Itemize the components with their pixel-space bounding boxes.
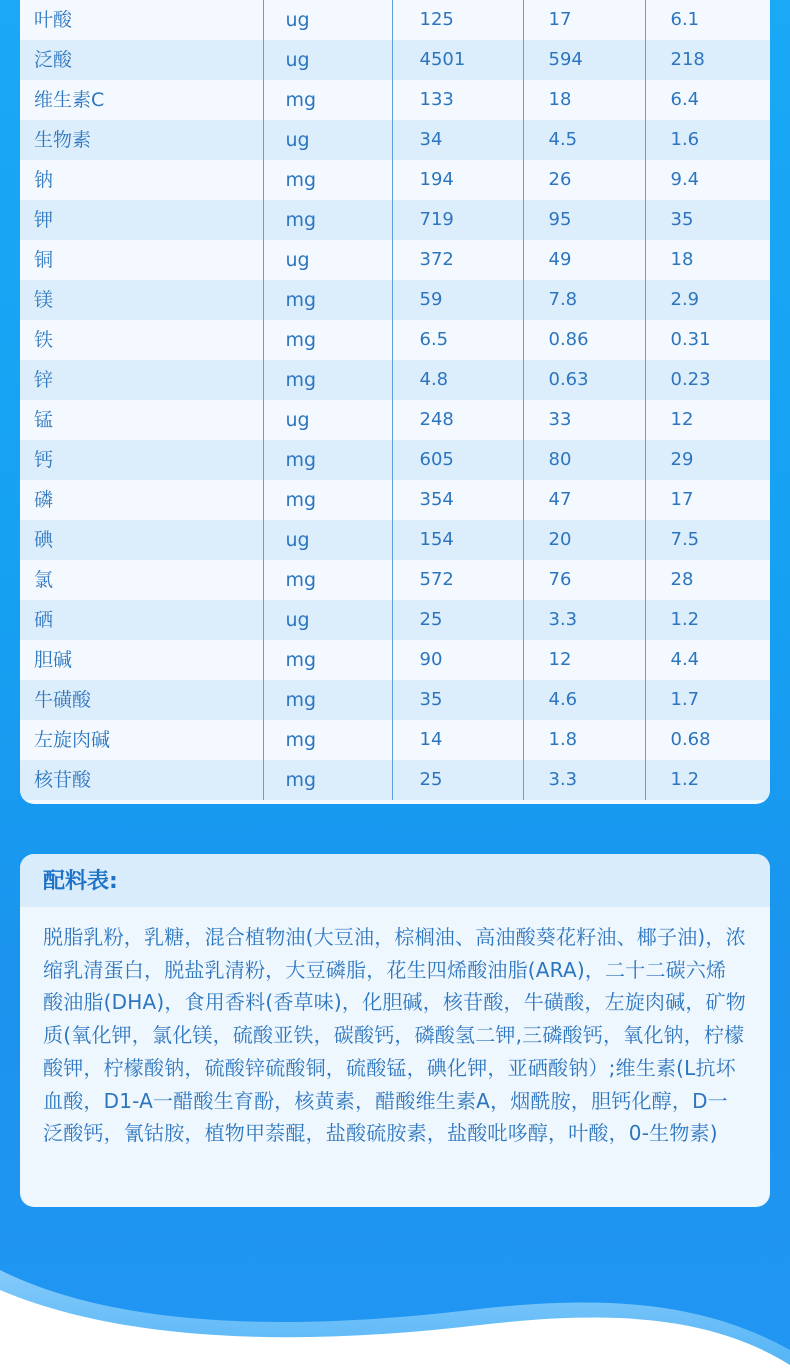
- unit-cell: mg: [263, 200, 392, 240]
- value-2-cell: 20: [523, 520, 645, 560]
- unit-cell: mg: [263, 480, 392, 520]
- table-row: [20, 0, 770, 40]
- value-2-cell: 3.3: [523, 760, 645, 800]
- value-2-cell: 26: [523, 160, 645, 200]
- value-per-100g-cell: 25: [392, 600, 523, 640]
- value-per-100g-cell: 133: [392, 80, 523, 120]
- value-3-cell: 35: [645, 200, 770, 240]
- table-row: [20, 640, 770, 680]
- value-2-cell: 0.63: [523, 360, 645, 400]
- value-per-100g-cell: 4.8: [392, 360, 523, 400]
- nutrient-name-cell: 铜: [34, 249, 54, 271]
- nutrient-name-cell: 维生素C: [34, 89, 105, 111]
- value-2-cell: 47: [523, 480, 645, 520]
- value-per-100g-cell: 605: [392, 440, 523, 480]
- value-2-cell: 33: [523, 400, 645, 440]
- nutrient-name-cell: 锰: [34, 409, 54, 431]
- value-per-100g-cell: 6.5: [392, 320, 523, 360]
- value-per-100g-cell: 354: [392, 480, 523, 520]
- nutrient-name-cell: 碘: [34, 529, 54, 551]
- value-2-cell: 12: [523, 640, 645, 680]
- value-3-cell: 6.4: [645, 80, 770, 120]
- value-per-100g-cell: 34: [392, 120, 523, 160]
- ingredients-title: 配料表:: [20, 854, 770, 907]
- nutrient-name-cell: 氯: [34, 569, 54, 591]
- value-2-cell: 95: [523, 200, 645, 240]
- nutrient-name-cell: 锌: [34, 369, 54, 391]
- table-row: [20, 120, 770, 160]
- unit-cell: ug: [263, 120, 392, 160]
- table-row: [20, 440, 770, 480]
- value-2-cell: 18: [523, 80, 645, 120]
- table-row: [20, 720, 770, 760]
- value-3-cell: 18: [645, 240, 770, 280]
- value-3-cell: 1.2: [645, 760, 770, 800]
- value-3-cell: 0.31: [645, 320, 770, 360]
- unit-cell: mg: [263, 280, 392, 320]
- value-2-cell: 7.8: [523, 280, 645, 320]
- nutrient-name-cell: 泛酸: [34, 49, 73, 71]
- value-2-cell: 4.6: [523, 680, 645, 720]
- unit-cell: mg: [263, 160, 392, 200]
- value-3-cell: 2.9: [645, 280, 770, 320]
- value-2-cell: 3.3: [523, 600, 645, 640]
- table-row: [20, 520, 770, 560]
- unit-cell: ug: [263, 40, 392, 80]
- nutrient-name-cell: 钙: [34, 449, 54, 471]
- value-3-cell: 29: [645, 440, 770, 480]
- nutrient-name-cell: 牛磺酸: [34, 689, 92, 711]
- value-per-100g-cell: 154: [392, 520, 523, 560]
- value-per-100g-cell: 4501: [392, 40, 523, 80]
- ingredients-text: 脱脂乳粉，乳糖，混合植物油(大豆油，棕榈油、高油酸葵花籽油、椰子油)，浓缩乳清蛋白，脱盐乳清粉，大豆磷脂，花生四烯酸油脂(ARA)，二十二碳六烯酸油脂(DHA)，食用香料(香草味)，化胆碱，核苷酸，牛磺酸，左旋肉碱，矿物质(氧化钾，氯化镁，硫酸亚铁，碳酸钙，磷酸氢二钾,三磷酸钙，氧化钠，柠檬酸钾，柠檬酸钠，硫酸锌硫酸铜，硫酸锰，碘化钾，亚硒酸钠）;维生素(L抗坏血酸，D1-A一醋酸生育酚，核黄素，醋酸维生素A，烟酰胺，胆钙化醇，D一泛酸钙，氰钴胺，植物甲萘醌，盐酸硫胺素，盐酸吡哆醇，叶酸，0-生物素): [43, 925, 746, 1146]
- unit-cell: ug: [263, 0, 392, 40]
- nutrient-name-cell: 左旋肉碱: [34, 729, 111, 751]
- value-2-cell: 0.86: [523, 320, 645, 360]
- value-per-100g-cell: 248: [392, 400, 523, 440]
- nutrient-name-cell: 核苷酸: [34, 769, 92, 791]
- value-per-100g-cell: 194: [392, 160, 523, 200]
- value-per-100g-cell: 719: [392, 200, 523, 240]
- unit-cell: mg: [263, 320, 392, 360]
- value-per-100g-cell: 372: [392, 240, 523, 280]
- value-3-cell: 1.2: [645, 600, 770, 640]
- unit-cell: mg: [263, 720, 392, 760]
- unit-cell: mg: [263, 560, 392, 600]
- value-2-cell: 4.5: [523, 120, 645, 160]
- unit-cell: mg: [263, 640, 392, 680]
- unit-cell: ug: [263, 400, 392, 440]
- value-3-cell: 6.1: [645, 0, 770, 40]
- unit-cell: ug: [263, 600, 392, 640]
- value-2-cell: 80: [523, 440, 645, 480]
- value-2-cell: 594: [523, 40, 645, 80]
- nutrition-table: [20, 0, 770, 800]
- table-row: [20, 200, 770, 240]
- unit-cell: mg: [263, 760, 392, 800]
- nutrition-table-card: [20, 0, 770, 804]
- unit-cell: mg: [263, 680, 392, 720]
- value-3-cell: 17: [645, 480, 770, 520]
- unit-cell: ug: [263, 520, 392, 560]
- unit-cell: mg: [263, 360, 392, 400]
- nutrient-name-cell: 叶酸: [34, 9, 73, 31]
- nutrient-name-cell: 硒: [34, 609, 54, 631]
- value-3-cell: 9.4: [645, 160, 770, 200]
- value-per-100g-cell: 125: [392, 0, 523, 40]
- table-row: [20, 480, 770, 520]
- value-3-cell: 1.6: [645, 120, 770, 160]
- value-3-cell: 12: [645, 400, 770, 440]
- table-row: [20, 40, 770, 80]
- table-row: [20, 320, 770, 360]
- table-row: [20, 80, 770, 120]
- value-per-100g-cell: 14: [392, 720, 523, 760]
- unit-cell: mg: [263, 80, 392, 120]
- nutrition-table-body: [20, 0, 770, 800]
- nutrient-name-cell: 钠: [34, 169, 54, 191]
- value-3-cell: 4.4: [645, 640, 770, 680]
- nutrient-name-cell: 生物素: [34, 129, 92, 151]
- nutrient-name-cell: 铁: [34, 329, 54, 351]
- table-row: [20, 360, 770, 400]
- table-row: [20, 280, 770, 320]
- table-row: [20, 400, 770, 440]
- value-3-cell: 1.7: [645, 680, 770, 720]
- value-per-100g-cell: 59: [392, 280, 523, 320]
- nutrient-name-cell: 胆碱: [34, 649, 73, 671]
- value-per-100g-cell: 35: [392, 680, 523, 720]
- value-3-cell: 0.68: [645, 720, 770, 760]
- table-row: [20, 160, 770, 200]
- unit-cell: mg: [263, 440, 392, 480]
- value-3-cell: 0.23: [645, 360, 770, 400]
- table-row: [20, 600, 770, 640]
- value-3-cell: 28: [645, 560, 770, 600]
- value-per-100g-cell: 572: [392, 560, 523, 600]
- value-2-cell: 1.8: [523, 720, 645, 760]
- table-row: [20, 760, 770, 800]
- value-per-100g-cell: 90: [392, 640, 523, 680]
- value-2-cell: 76: [523, 560, 645, 600]
- value-3-cell: 218: [645, 40, 770, 80]
- nutrient-name-cell: 钾: [34, 209, 54, 231]
- value-2-cell: 49: [523, 240, 645, 280]
- table-row: [20, 680, 770, 720]
- ingredients-card: [20, 854, 770, 1207]
- nutrient-name-cell: 磷: [34, 489, 54, 511]
- value-per-100g-cell: 25: [392, 760, 523, 800]
- table-row: [20, 240, 770, 280]
- nutrient-name-cell: 镁: [34, 289, 54, 311]
- table-row: [20, 560, 770, 600]
- value-2-cell: 17: [523, 0, 645, 40]
- unit-cell: ug: [263, 240, 392, 280]
- value-3-cell: 7.5: [645, 520, 770, 560]
